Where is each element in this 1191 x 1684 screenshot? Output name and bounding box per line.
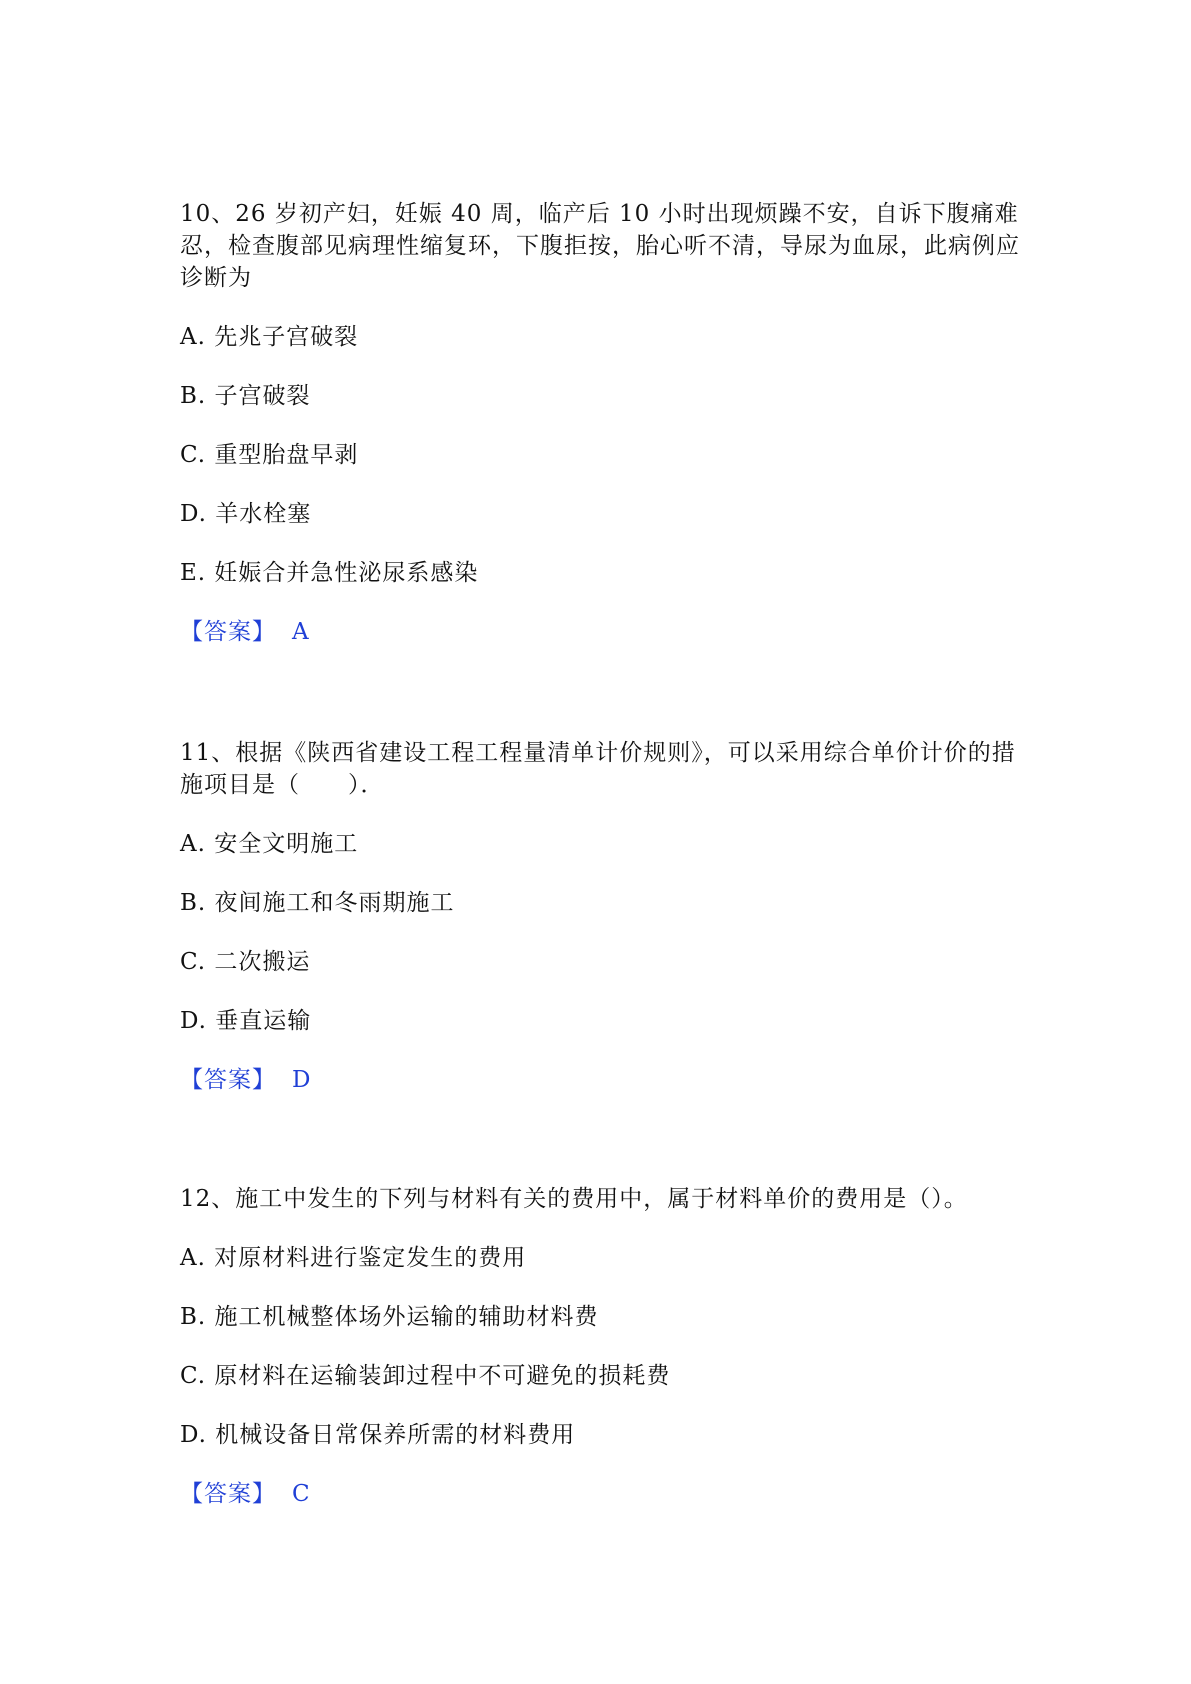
question-12 <box>180 1183 1020 1510</box>
answer-label: 【答案】 <box>180 1067 276 1093</box>
question-stem: 10、26 岁初产妇，妊娠 40 周，临产后 10 小时出现烦躁不安，自诉下腹痛难忍，检查腹部见病理性缩复环，下腹拒按，胎心听不清，导尿为血尿，此病例应诊断为 <box>180 201 1020 291</box>
answer-line <box>180 1064 1020 1096</box>
option-d: D. 机械设备日常保养所需的材料费用 <box>180 1422 576 1448</box>
answer-line <box>180 616 1020 648</box>
question-stem: 12、施工中发生的下列与材料有关的费用中，属于材料单价的费用是（）。 <box>180 1186 968 1212</box>
option-d: D. 垂直运输 <box>180 1008 312 1034</box>
option-a: A. 对原材料进行鉴定发生的费用 <box>180 1245 527 1271</box>
option-b: B. 子宫破裂 <box>180 383 311 409</box>
option-c: C. 二次搬运 <box>180 949 311 975</box>
option-b: B. 施工机械整体场外运输的辅助材料费 <box>180 1304 599 1330</box>
answer-value: A <box>292 619 310 645</box>
question-stem: 11、根据《陕西省建设工程工程量清单计价规则》，可以采用综合单价计价的措施项目是（ ）． <box>180 740 1016 798</box>
option-a: A. 先兆子宫破裂 <box>180 324 359 350</box>
option-e: E. 妊娠合并急性泌尿系感染 <box>180 560 479 586</box>
option-b: B. 夜间施工和冬雨期施工 <box>180 890 455 916</box>
question-10 <box>180 198 1020 648</box>
answer-line <box>180 1478 1020 1510</box>
answer-value: D <box>292 1067 312 1093</box>
answer-label: 【答案】 <box>180 619 276 645</box>
option-c: C. 原材料在运输装卸过程中不可避免的损耗费 <box>180 1363 671 1389</box>
option-d: D. 羊水栓塞 <box>180 501 312 527</box>
option-c: C. 重型胎盘早剥 <box>180 442 359 468</box>
answer-value: C <box>292 1481 311 1507</box>
answer-label: 【答案】 <box>180 1481 276 1507</box>
option-a: A. 安全文明施工 <box>180 831 359 857</box>
question-11 <box>180 737 1020 1096</box>
